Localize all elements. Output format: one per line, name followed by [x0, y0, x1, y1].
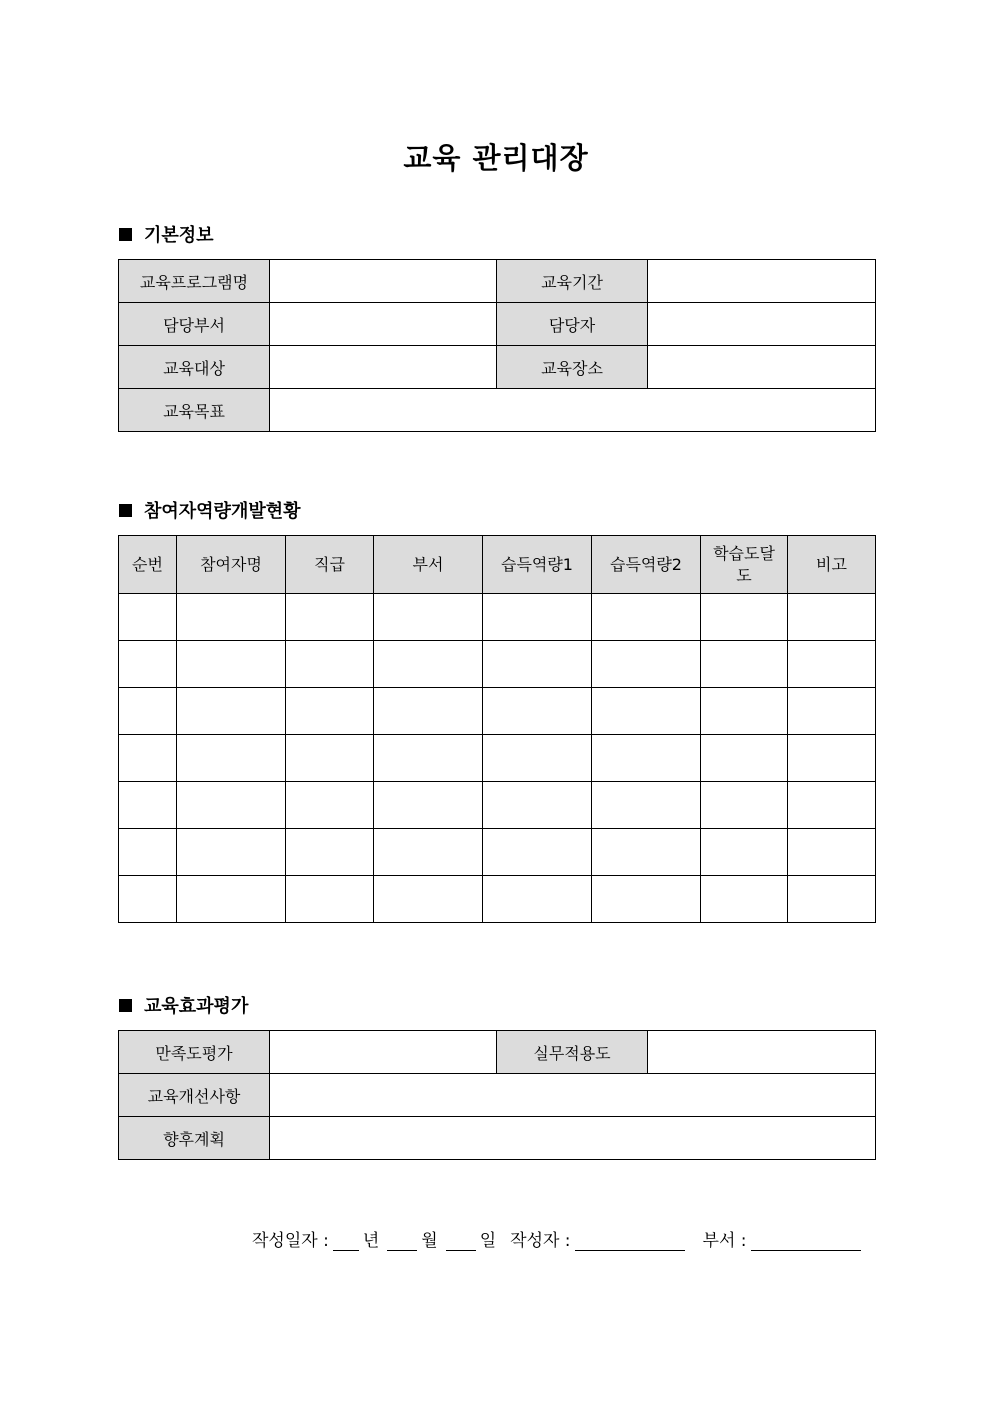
- cell-skill2[interactable]: [592, 688, 701, 735]
- satisfaction-label: 만족도평가: [119, 1031, 270, 1074]
- cell-name[interactable]: [177, 641, 286, 688]
- document-title: 교육 관리대장: [403, 141, 589, 175]
- manager-field[interactable]: [648, 303, 876, 346]
- cell-skill2[interactable]: [592, 876, 701, 923]
- basic-info-heading-text: 기본정보: [144, 225, 214, 246]
- cell-achievement[interactable]: [701, 829, 788, 876]
- location-field[interactable]: [648, 346, 876, 389]
- cell-no[interactable]: [119, 782, 177, 829]
- cell-rank[interactable]: [286, 688, 374, 735]
- cell-skill2[interactable]: [592, 782, 701, 829]
- cell-achievement[interactable]: [701, 782, 788, 829]
- cell-dept[interactable]: [374, 688, 483, 735]
- month-label: 월: [421, 1231, 438, 1251]
- col-header-skill2: 습득역량2: [592, 536, 701, 594]
- cell-remarks[interactable]: [788, 688, 876, 735]
- cell-achievement[interactable]: [701, 876, 788, 923]
- plan-field[interactable]: [270, 1117, 876, 1160]
- plan-label: 향후계획: [119, 1117, 270, 1160]
- cell-skill1[interactable]: [483, 641, 592, 688]
- cell-rank[interactable]: [286, 876, 374, 923]
- cell-dept[interactable]: [374, 876, 483, 923]
- signature-line: [252, 1226, 865, 1251]
- cell-achievement[interactable]: [701, 594, 788, 641]
- cell-rank[interactable]: [286, 829, 374, 876]
- col-header-name: 참여자명: [177, 536, 286, 594]
- table-row: [119, 303, 876, 346]
- cell-remarks[interactable]: [788, 735, 876, 782]
- evaluation-heading-text: 교육효과평가: [144, 996, 249, 1017]
- cell-remarks[interactable]: [788, 594, 876, 641]
- table-row: [119, 688, 876, 735]
- location-label: 교육장소: [497, 346, 648, 389]
- cell-skill1[interactable]: [483, 876, 592, 923]
- dept-label: 부서 :: [702, 1231, 747, 1251]
- cell-name[interactable]: [177, 829, 286, 876]
- author-blank[interactable]: [575, 1232, 685, 1251]
- applicability-label: 실무적용도: [497, 1031, 648, 1074]
- cell-no[interactable]: [119, 876, 177, 923]
- cell-rank[interactable]: [286, 782, 374, 829]
- basic-info-heading: [119, 222, 214, 246]
- applicability-field[interactable]: [648, 1031, 876, 1074]
- cell-no[interactable]: [119, 829, 177, 876]
- table-row: [119, 735, 876, 782]
- evaluation-heading: [119, 993, 248, 1017]
- cell-rank[interactable]: [286, 735, 374, 782]
- black-square-icon: [119, 999, 132, 1012]
- year-blank[interactable]: [333, 1232, 359, 1251]
- cell-skill2[interactable]: [592, 594, 701, 641]
- cell-rank[interactable]: [286, 641, 374, 688]
- target-field[interactable]: [270, 346, 497, 389]
- cell-remarks[interactable]: [788, 641, 876, 688]
- table-row: [119, 594, 876, 641]
- participants-body: [119, 594, 876, 923]
- cell-dept[interactable]: [374, 641, 483, 688]
- col-header-dept: 부서: [374, 536, 483, 594]
- cell-rank[interactable]: [286, 594, 374, 641]
- cell-remarks[interactable]: [788, 782, 876, 829]
- black-square-icon: [119, 504, 132, 517]
- cell-skill1[interactable]: [483, 688, 592, 735]
- date-label: 작성일자 :: [252, 1231, 329, 1251]
- col-header-rank: 직급: [286, 536, 374, 594]
- participants-heading-text: 참여자역량개발현황: [144, 501, 301, 522]
- cell-skill2[interactable]: [592, 735, 701, 782]
- department-field[interactable]: [270, 303, 497, 346]
- basic-info-table: [118, 259, 876, 432]
- cell-achievement[interactable]: [701, 688, 788, 735]
- cell-name[interactable]: [177, 876, 286, 923]
- table-row: [119, 1031, 876, 1074]
- dept-blank[interactable]: [751, 1232, 861, 1251]
- day-blank[interactable]: [446, 1232, 476, 1251]
- col-header-no: 순번: [119, 536, 177, 594]
- year-label: 년: [362, 1231, 380, 1251]
- author-label: 작성자 :: [510, 1231, 571, 1251]
- month-blank[interactable]: [387, 1232, 417, 1251]
- table-row: [119, 782, 876, 829]
- cell-skill1[interactable]: [483, 782, 592, 829]
- cell-remarks[interactable]: [788, 876, 876, 923]
- participants-heading: [119, 498, 301, 522]
- cell-achievement[interactable]: [701, 641, 788, 688]
- table-row: [119, 876, 876, 923]
- cell-no[interactable]: [119, 735, 177, 782]
- table-row: [119, 1074, 876, 1117]
- table-row: [119, 346, 876, 389]
- header-row: [119, 536, 876, 594]
- col-header-achievement: 학습도달도: [701, 536, 788, 594]
- col-header-remarks: 비고: [788, 536, 876, 594]
- cell-achievement[interactable]: [701, 735, 788, 782]
- cell-no[interactable]: [119, 641, 177, 688]
- cell-name[interactable]: [177, 594, 286, 641]
- evaluation-table: [118, 1030, 876, 1160]
- cell-skill2[interactable]: [592, 829, 701, 876]
- participants-table: [118, 535, 876, 923]
- cell-no[interactable]: [119, 688, 177, 735]
- satisfaction-field[interactable]: [270, 1031, 497, 1074]
- cell-no[interactable]: [119, 594, 177, 641]
- department-label: 담당부서: [119, 303, 270, 346]
- black-square-icon: [119, 228, 132, 241]
- col-header-skill1: 습득역량1: [483, 536, 592, 594]
- cell-name[interactable]: [177, 782, 286, 829]
- manager-label: 담당자: [497, 303, 648, 346]
- cell-skill1[interactable]: [483, 829, 592, 876]
- improvement-label: 교육개선사항: [119, 1074, 270, 1117]
- table-row: [119, 389, 876, 432]
- period-field[interactable]: [648, 260, 876, 303]
- cell-dept[interactable]: [374, 735, 483, 782]
- goal-field[interactable]: [270, 389, 876, 432]
- cell-dept[interactable]: [374, 829, 483, 876]
- cell-name[interactable]: [177, 688, 286, 735]
- program-name-label: 교육프로그램명: [119, 260, 270, 303]
- table-row: [119, 1117, 876, 1160]
- target-label: 교육대상: [119, 346, 270, 389]
- cell-remarks[interactable]: [788, 829, 876, 876]
- cell-dept[interactable]: [374, 782, 483, 829]
- cell-name[interactable]: [177, 735, 286, 782]
- table-row: [119, 260, 876, 303]
- goal-label: 교육목표: [119, 389, 270, 432]
- cell-skill2[interactable]: [592, 641, 701, 688]
- day-label: 일: [479, 1231, 497, 1251]
- cell-skill1[interactable]: [483, 735, 592, 782]
- cell-dept[interactable]: [374, 594, 483, 641]
- table-row: [119, 641, 876, 688]
- improvement-field[interactable]: [270, 1074, 876, 1117]
- program-name-field[interactable]: [270, 260, 497, 303]
- period-label: 교육기간: [497, 260, 648, 303]
- table-row: [119, 829, 876, 876]
- cell-skill1[interactable]: [483, 594, 592, 641]
